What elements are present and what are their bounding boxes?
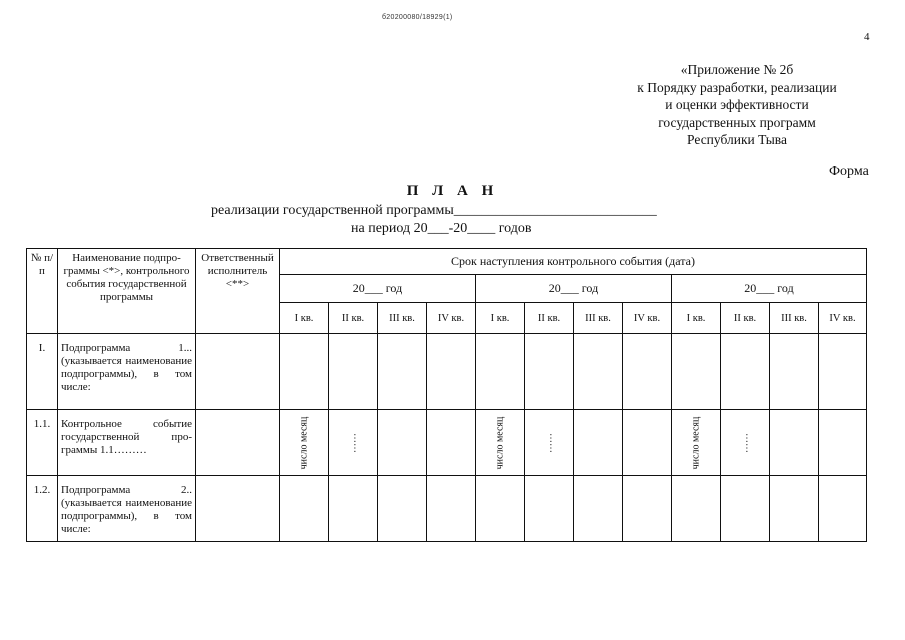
header-year: 20___ год: [672, 275, 867, 303]
document-period: на период 20___-20____ годов: [351, 221, 532, 236]
header-responsible: Ответственный исполнитель <**>: [196, 249, 280, 334]
page-number: 4: [864, 31, 870, 43]
empty-cell: [476, 476, 525, 542]
header-quarter: I кв.: [476, 303, 525, 334]
row-name: Подпрограмма 2..(указывается наименование подпрограммы), в том числе:: [58, 476, 196, 542]
plan-table: [26, 248, 867, 542]
empty-cell: [770, 476, 819, 542]
appendix-line: «Приложение № 2б: [680, 62, 794, 77]
empty-cell: [770, 410, 819, 476]
empty-cell: [819, 476, 867, 542]
empty-cell: [721, 476, 770, 542]
table-row: [27, 334, 867, 410]
empty-cell: [476, 334, 525, 410]
header-quarter: III кв.: [574, 303, 623, 334]
header-quarter: I кв.: [672, 303, 721, 334]
header-quarter: III кв.: [770, 303, 819, 334]
row-name: Контрольное событие государственной программы 1.1………: [58, 410, 196, 476]
appendix-line: к Порядку разработки, реализации: [637, 79, 837, 95]
empty-cell: [378, 476, 427, 542]
empty-cell: [378, 410, 427, 476]
appendix-block: [607, 61, 867, 149]
row-number: I.: [27, 334, 58, 410]
dots-placeholder: ……: [347, 432, 359, 453]
empty-cell: [427, 334, 476, 410]
header-quarter: IV кв.: [819, 303, 867, 334]
header-year: 20___ год: [280, 275, 476, 303]
empty-cell: [378, 334, 427, 410]
empty-cell: [329, 476, 378, 542]
header-quarter: I кв.: [280, 303, 329, 334]
header-quarter: II кв.: [721, 303, 770, 334]
dots-placeholder: ……: [739, 432, 751, 453]
header-term: Срок наступления контрольного события (дата): [280, 249, 867, 275]
empty-cell: [329, 334, 378, 410]
date-format-label: число месяц: [494, 416, 506, 469]
dots-placeholder: ……: [543, 432, 555, 453]
header-name: Наименование подпрограммы <*>, контрольного события государственной программы: [58, 249, 196, 334]
dots-cell: [721, 410, 770, 476]
header-quarter: IV кв.: [427, 303, 476, 334]
empty-cell: [623, 334, 672, 410]
empty-cell: [280, 334, 329, 410]
form-label: Форма: [829, 164, 869, 179]
empty-cell: [819, 410, 867, 476]
header-year: 20___ год: [476, 275, 672, 303]
empty-cell: [525, 476, 574, 542]
header-quarter: III кв.: [378, 303, 427, 334]
empty-cell: [672, 334, 721, 410]
date-cell: [476, 410, 525, 476]
empty-cell: [280, 476, 329, 542]
empty-cell: [196, 410, 280, 476]
empty-cell: [427, 410, 476, 476]
appendix-line: Республики Тыва: [687, 132, 787, 147]
date-cell: [672, 410, 721, 476]
dots-cell: [525, 410, 574, 476]
header-quarter: II кв.: [329, 303, 378, 334]
date-format-label: число месяц: [298, 416, 310, 469]
empty-cell: [525, 334, 574, 410]
date-cell: [280, 410, 329, 476]
empty-cell: [672, 476, 721, 542]
row-number: 1.1.: [27, 410, 58, 476]
date-format-label: число месяц: [690, 416, 702, 469]
row-number: 1.2.: [27, 476, 58, 542]
empty-cell: [819, 334, 867, 410]
appendix-line: и оценки эффективности: [665, 97, 809, 112]
empty-cell: [623, 410, 672, 476]
empty-cell: [574, 410, 623, 476]
header-quarter: II кв.: [525, 303, 574, 334]
empty-cell: [196, 334, 280, 410]
document-title: П Л А Н: [406, 183, 499, 199]
appendix-line: государственных программ: [658, 114, 816, 130]
document-code: б20200080/18929(1): [382, 14, 453, 21]
row-name: Подпрограмма 1...(указывается наименование подпрограммы), в том числе:: [58, 334, 196, 410]
empty-cell: [623, 476, 672, 542]
empty-cell: [196, 476, 280, 542]
empty-cell: [721, 334, 770, 410]
header-num: № п/п: [27, 249, 58, 334]
dots-cell: [329, 410, 378, 476]
document-subtitle: реализации государственной программы_____________________________: [211, 203, 657, 218]
empty-cell: [770, 334, 819, 410]
table-row: [27, 476, 867, 542]
empty-cell: [427, 476, 476, 542]
header-quarter: IV кв.: [623, 303, 672, 334]
empty-cell: [574, 476, 623, 542]
table-row: [27, 410, 867, 476]
empty-cell: [574, 334, 623, 410]
